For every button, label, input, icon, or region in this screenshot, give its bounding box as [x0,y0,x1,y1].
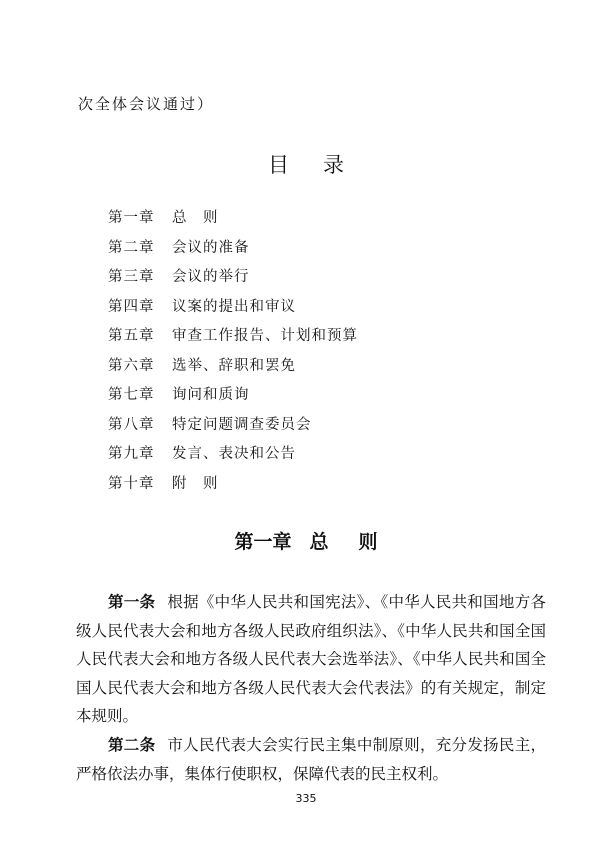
toc-item-number: 第六章 [108,357,155,374]
toc-item-name: 询问和质询 [172,387,250,403]
toc-item [108,356,358,386]
toc-item-number: 第八章 [108,416,155,433]
toc-item [108,474,358,504]
toc-item [108,208,358,238]
toc-item-name: 选举、辞职和罢免 [172,357,296,374]
toc-item [108,385,358,415]
toc-item-number: 第七章 [108,387,155,403]
toc-item-name: 总 则 [172,210,219,226]
page-number: 335 [295,792,317,805]
chapter-title-part2: 则 [358,531,378,553]
toc-item-name: 会议的举行 [172,269,250,285]
article-body [76,588,546,788]
toc-item [108,267,358,297]
toc-item-name: 附 则 [172,475,219,492]
toc-item [108,444,358,474]
toc-item [108,415,358,445]
article-label: 第一条 [108,593,156,611]
article-label: 第二条 [108,735,156,754]
toc-item-name: 发言、表决和公告 [172,446,296,462]
toc-item-number: 第三章 [108,269,155,285]
toc-item [108,326,358,356]
toc-item-number: 第九章 [108,446,155,462]
toc-item-name: 特定问题调查委员会 [172,416,312,433]
toc-item-number: 第二章 [108,239,155,256]
continuation-line: 次全体会议通过） [78,95,215,113]
toc-item-number: 第五章 [108,328,155,344]
chapter-title [0,527,612,554]
article-paragraph [76,731,546,788]
toc-item [108,297,358,327]
toc-item [108,238,358,268]
article-text: 市人民代表大会实行民主集中制原则，充分发扬民主，严格依法办事，集体行使职权，保障代表的民主权利。 [76,735,546,783]
toc-title: 目录 [268,153,378,177]
toc-item-name: 审查工作报告、计划和预算 [172,328,358,344]
toc-item-number: 第四章 [108,298,155,315]
toc-item-number: 第一章 [108,210,155,226]
article-text: 根据《中华人民共和国宪法》、《中华人民共和国地方各级人民代表大会和地方各级人民政府组织法》、《中华人民共和国全国人民代表大会和地方各级人民代表大会选举法》、《中华人民共和国全国人民代表大会和地方各级人民代表大会代表法》的有关规定，制定本规则。 [76,593,546,726]
toc-item-name: 会议的准备 [172,239,250,256]
chapter-number: 第一章 [234,531,292,553]
article-paragraph [76,588,546,731]
toc-item-name: 议案的提出和审议 [172,298,296,315]
toc-item-number: 第十章 [108,475,155,492]
chapter-title-part1: 总 [309,531,329,553]
toc-list [108,208,358,503]
